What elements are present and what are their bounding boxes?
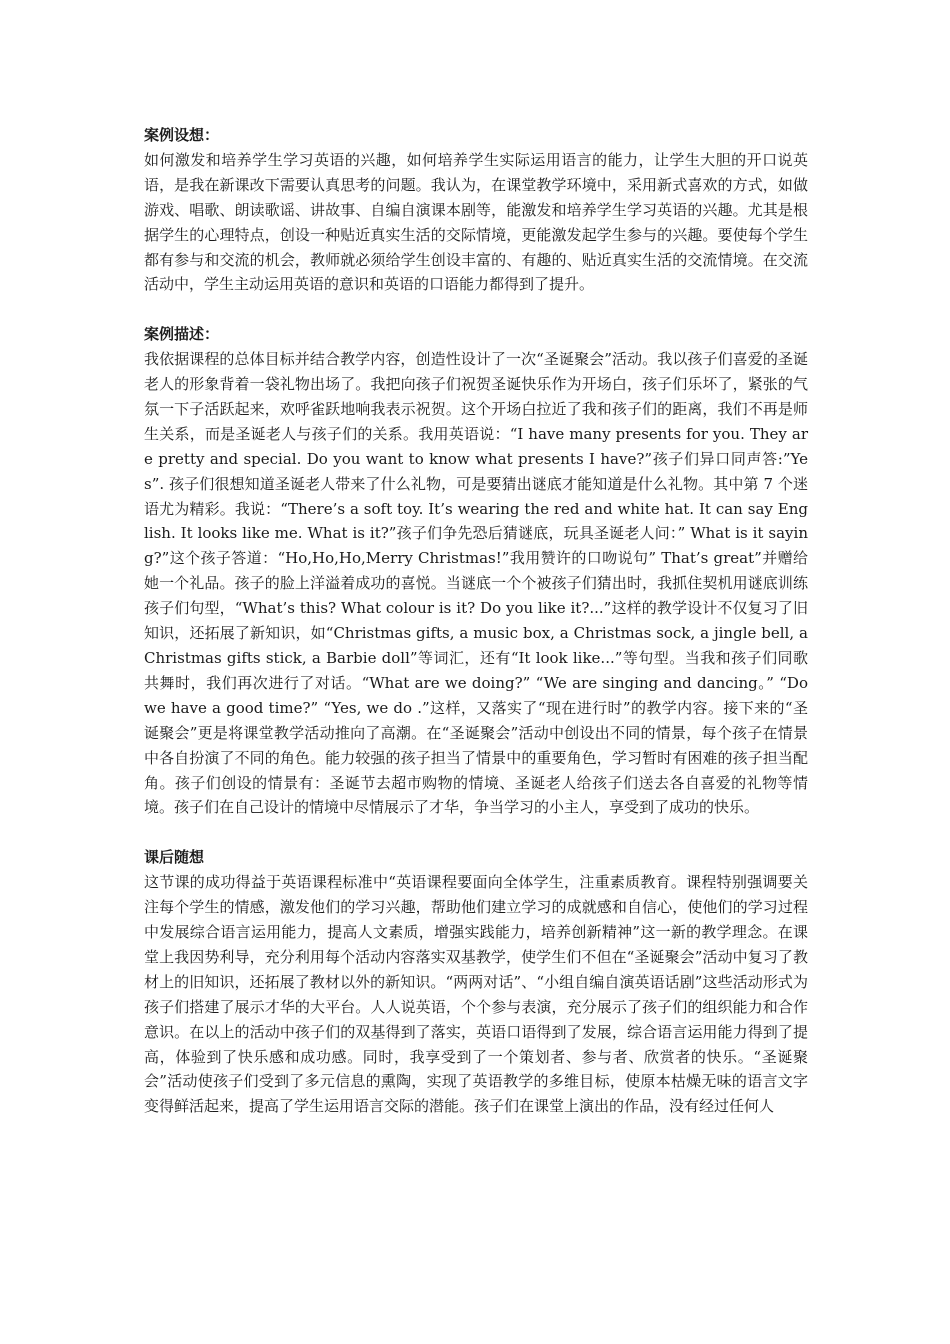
- section-spacer: [144, 297, 808, 322]
- case-idea-heading: 案例设想：: [144, 126, 220, 144]
- case-description-paragraph: 我依据课程的总体目标并结合教学内容，创造性设计了一次“圣诞聚会”活动。我以孩子们喜爱的圣诞老人的形象背着一袋礼物出场了。我把向孩子们祝贺圣诞快乐作为开场白，孩子们乐坏了，紧张的气氛一下子活跃起来，欢呼雀跃地响我表示祝贺。这个开场白拉近了我和孩子们的距离，我们不再是师生关系，而是圣诞老人与孩子们的关系。我用英语说：“I have many presents for you. They are pretty and special. Do you want to know what presents I have?”孩子们异口同声答:”Yes”. 孩子们很想知道圣诞老人带来了什么礼物，可是要猜出谜底才能知道是什么礼物。其中第 7 个迷语尤为精彩。我说：“There’s a soft toy. It’s wearing the red and white hat. It can say English. It looks like me. What is it?”孩子们争先恐后猜谜底，玩具圣诞老人问：” What is it saying?”这个孩子答道：“Ho,Ho,Ho,Merry Christmas!”我用赞许的口吻说句” That’s great”并赠给她一个礼品。孩子的脸上洋溢着成功的喜悦。当谜底一个个被孩子们猜出时，我抓住契机用谜底训练孩子们句型，“What’s this? What colour is it? Do you like it?...”这样的教学设计不仅复习了旧知识，还拓展了新知识，如“Christmas gifts, a music box, a Christmas sock, a jingle bell, a Christmas gifts stick, a Barbie doll”等词汇，还有“It look like...”等句型。当我和孩子们同歌共舞时，我们再次进行了对话。“What are we doing?” “We are singing and dancing。” “Do we have a good time?” “Yes, we do .”这样，又落实了“现在进行时”的教学内容。接下来的“圣诞聚会”更是将课堂教学活动推向了高潮。在“圣诞聚会”活动中创设出不同的情景，每个孩子在情景中各自扮演了不同的角色。能力较强的孩子担当了情景中的重要角色，学习暂时有困难的孩子担当配角。孩子们创设的情景有：圣诞节去超市购物的情境、圣诞老人给孩子们送去各自喜爱的礼物等情境。孩子们在自己设计的情境中尽情展示了才华，争当学习的小主人，享受到了成功的快乐。: [144, 350, 808, 817]
- reflection-paragraph: 这节课的成功得益于英语课程标准中“英语课程要面向全体学生，注重素质教育。课程特别强调要关注每个学生的情感，激发他们的学习兴趣，帮助他们建立学习的成就感和自信心，使他们的学习过程中发展综合语言运用能力，提高人文素质，增强实践能力，培养创新精神”这一新的教学理念。在课堂上我因势利导，充分利用每个活动内容落实双基教学，使学生们不但在“圣诞聚会”活动中复习了教材上的旧知识，还拓展了教材以外的新知识。“两两对话”、“小组自编自演英语话剧”这些活动形式为孩子们搭建了展示才华的大平台。人人说英语，个个参与表演，充分展示了孩子们的组织能力和合作意识。在以上的活动中孩子们的双基得到了落实，英语口语得到了发展，综合语言运用能力得到了提高，体验到了快乐感和成功感。同时，我享受到了一个策划者、参与者、欣赏者的快乐。“圣诞聚会”活动使孩子们受到了多元信息的熏陶，实现了英语教学的多维目标，使原本枯燥无味的语言文字变得鲜活起来，提高了学生运用语言交际的潜能。孩子们在课堂上演出的作品，没有经过任何人: [144, 873, 808, 1116]
- section-spacer: [144, 820, 808, 845]
- case-description-section: [144, 322, 808, 820]
- reflection-section: [144, 845, 808, 1119]
- document-page: [144, 123, 808, 1119]
- case-idea-paragraph: 如何激发和培养学生学习英语的兴趣，如何培养学生实际运用语言的能力，让学生大胆的开口说英语，是我在新课改下需要认真思考的问题。我认为，在课堂教学环境中，采用新式喜欢的方式，如做游戏、唱歌、朗读歌谣、讲故事、自编自演课本剧等，能激发和培养学生学习英语的兴趣。尤其是根据学生的心理特点，创设一种贴近真实生活的交际情境，更能激发起学生参与的兴趣。要使每个学生都有参与和交流的机会，教师就必须给学生创设丰富的、有趣的、贴近真实生活的交流情境。在交流活动中，学生主动运用英语的意识和英语的口语能力都得到了提升。: [144, 150, 808, 294]
- case-idea-section: [144, 123, 808, 297]
- reflection-heading: 课后随想: [144, 848, 205, 867]
- case-description-heading: 案例描述：: [144, 325, 220, 344]
